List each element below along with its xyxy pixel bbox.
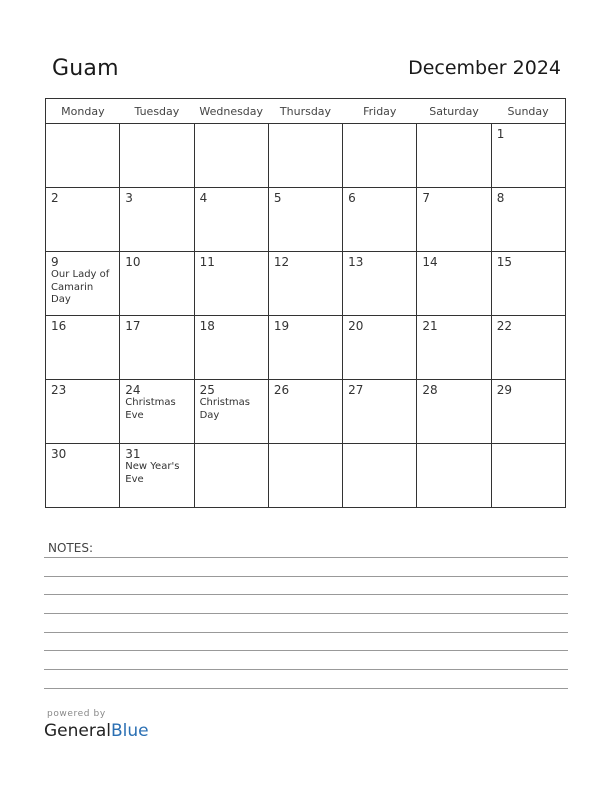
note-line[interactable]	[44, 632, 568, 633]
day-number: 8	[496, 191, 505, 205]
day-cell[interactable]	[343, 316, 417, 380]
day-cell[interactable]	[46, 380, 120, 444]
day-cell[interactable]	[194, 380, 268, 444]
day-cell[interactable]	[491, 188, 565, 252]
day-cell[interactable]	[46, 124, 120, 188]
day-number: 15	[496, 255, 512, 269]
day-cell[interactable]	[417, 252, 491, 316]
day-cell[interactable]	[120, 252, 194, 316]
day-number: 27	[348, 383, 364, 397]
brand-general: General	[44, 721, 111, 741]
day-number: 6	[348, 191, 356, 205]
day-number: 25	[199, 383, 215, 397]
note-line[interactable]	[44, 594, 568, 595]
holiday-label: Day	[199, 409, 220, 421]
day-cell[interactable]	[194, 124, 268, 188]
day-cell[interactable]	[120, 188, 194, 252]
day-number: 28	[422, 383, 438, 397]
weekday-wednesday: Wednesday	[194, 99, 268, 124]
day-cell[interactable]	[194, 316, 268, 380]
week-row	[46, 252, 566, 316]
note-line[interactable]	[44, 613, 568, 614]
holiday-label: Camarin	[51, 281, 94, 293]
day-cell[interactable]	[268, 252, 342, 316]
day-cell[interactable]	[268, 380, 342, 444]
day-number: 3	[125, 191, 133, 205]
weekday-friday: Friday	[343, 99, 417, 124]
holiday-label: Eve	[125, 473, 144, 485]
holiday-label: Christmas	[125, 397, 176, 408]
day-cell[interactable]	[491, 380, 565, 444]
day-number: 26	[273, 383, 290, 397]
day-number: 4	[199, 191, 208, 205]
note-line[interactable]	[44, 669, 568, 670]
day-number: 14	[422, 255, 438, 269]
day-cell[interactable]	[491, 252, 565, 316]
day-number: 31	[125, 447, 141, 461]
day-number: 23	[51, 383, 67, 397]
day-cell[interactable]	[417, 188, 491, 252]
day-cell[interactable]	[46, 252, 120, 316]
holiday-label: Day	[51, 294, 71, 305]
day-number: 9	[51, 255, 59, 269]
day-cell[interactable]	[417, 380, 491, 444]
day-number: 30	[51, 447, 67, 461]
day-cell[interactable]	[120, 444, 194, 508]
day-number: 18	[199, 319, 215, 333]
holiday-label: Eve	[125, 409, 144, 421]
day-cell[interactable]	[46, 188, 120, 252]
note-line[interactable]	[44, 557, 568, 558]
day-number: 12	[273, 255, 290, 269]
day-cell[interactable]	[268, 444, 342, 508]
brand-logo[interactable]	[44, 721, 149, 741]
day-cell[interactable]	[491, 124, 565, 188]
week-row	[46, 124, 566, 188]
day-number: 22	[496, 319, 512, 333]
day-number: 1	[496, 127, 505, 141]
week-row	[46, 188, 566, 252]
weekday-saturday: Saturday	[417, 99, 491, 124]
weekday-thursday: Thursday	[268, 99, 342, 124]
day-cell[interactable]	[46, 444, 120, 508]
region-title: Guam	[52, 56, 119, 81]
day-cell[interactable]	[268, 188, 342, 252]
holiday-label: Christmas	[199, 397, 250, 408]
day-cell[interactable]	[268, 124, 342, 188]
day-cell[interactable]	[46, 316, 120, 380]
day-cell[interactable]	[417, 444, 491, 508]
day-cell[interactable]	[194, 188, 268, 252]
week-row	[46, 380, 566, 444]
day-cell[interactable]	[343, 124, 417, 188]
powered-by-text: powered by	[47, 709, 106, 719]
day-number: 10	[125, 255, 141, 269]
holiday-label: Our Lady of	[51, 269, 110, 280]
day-cell[interactable]	[491, 444, 565, 508]
day-number: 2	[51, 191, 59, 205]
day-cell[interactable]	[120, 124, 194, 188]
calendar-grid	[45, 98, 566, 508]
day-cell[interactable]	[194, 444, 268, 508]
day-number: 13	[348, 255, 364, 269]
week-row	[46, 316, 566, 380]
day-cell[interactable]	[268, 316, 342, 380]
day-cell[interactable]	[194, 252, 268, 316]
brand-blue: Blue	[111, 721, 149, 741]
day-number: 17	[125, 319, 141, 333]
month-title: December 2024	[408, 57, 561, 79]
weekday-tuesday: Tuesday	[120, 99, 194, 124]
weekday-header-row	[46, 99, 566, 124]
weekday-monday: Monday	[46, 99, 120, 124]
day-cell[interactable]	[417, 316, 491, 380]
day-cell[interactable]	[491, 316, 565, 380]
week-row	[46, 444, 566, 508]
note-line[interactable]	[44, 576, 568, 577]
holiday-label: New Year's	[125, 461, 180, 472]
day-number: 20	[348, 319, 364, 333]
day-number: 24	[125, 383, 141, 397]
day-cell[interactable]	[343, 380, 417, 444]
day-number: 5	[273, 191, 282, 205]
day-cell[interactable]	[120, 316, 194, 380]
note-line[interactable]	[44, 650, 568, 651]
note-line[interactable]	[44, 688, 568, 689]
day-cell[interactable]	[343, 252, 417, 316]
day-cell[interactable]	[120, 380, 194, 444]
notes-label: NOTES:	[48, 541, 93, 555]
day-number: 11	[199, 255, 215, 269]
day-number: 7	[422, 191, 431, 205]
weekday-sunday: Sunday	[491, 99, 565, 124]
day-number: 21	[422, 319, 438, 333]
day-number: 16	[51, 319, 67, 333]
day-cell[interactable]	[343, 444, 417, 508]
day-number: 19	[273, 319, 290, 333]
day-cell[interactable]	[417, 124, 491, 188]
day-number: 29	[496, 383, 512, 397]
day-cell[interactable]	[343, 188, 417, 252]
